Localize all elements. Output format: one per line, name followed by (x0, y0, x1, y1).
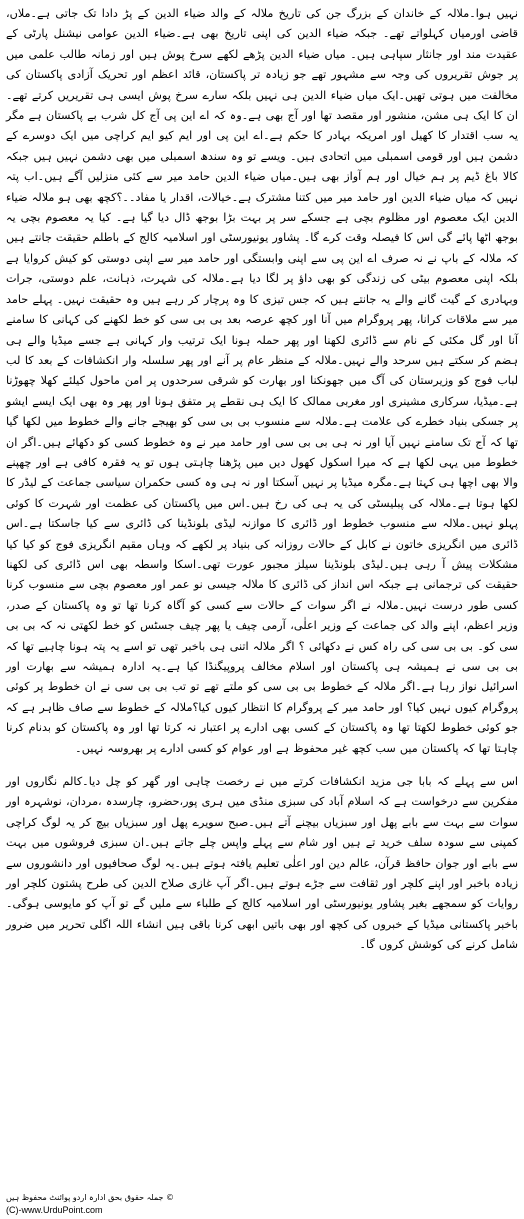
copyright-notice: © جملہ حقوق بحق ادارہ اردو پوائنٹ محفوظ ہیں (6, 1193, 175, 1202)
article-paragraph-1: نہیں ہوا۔ملالہ کے خاندان کے بزرگ جن کی تاریخ ملالہ کے والد ضیاء الدین کے پڑ دادا تک جاتی ہے۔ملاں، قاضی اورمیاں کہلواتے تھے۔ جبکہ ضیاء الدین کی اپنی تاریخ بھی ہے۔ضیاء الدین عوامی نیشنل پارٹی کے عقیدت مند اور جانثار سپاہی ہیں۔ میاں ضیاء الدین پڑھے لکھے سرخ پوش ہیں اور زمانہ طالب علمی میں پر جوش تقریروں کی وجہ سے مشہور تھے جو زیادہ تر پاکستان، قائد اعظم اور تحریک آزادی پاکستان کی مخالفت میں ہوتی تھیں۔ایک میاں ضیاء الدین ہی نہیں بلکہ سارے سرخ پوش ایسی ہی تقریریں کرتے تھے۔ان کا ایک ہی مشن، منشور اور مقصد تھا اور آج بھی ہے۔وہ کہ اے این پی آج کل شرب بے پاکستان ہے مگر یہ سب اقتدار کا کھیل اور امریکہ بہادر کا حکم ہے۔اے این پی اور ایم کیو ایم کراچی میں ایک دوسرے کے دشمن ہیں اور قومی اسمبلی میں اتحادی ہیں۔ ویسے تو وہ سندھ اسمبلی میں بھی دشمن نہیں ہیں جبکہ کالا باغ ڈیم پر ہم خیال اور ہم آواز بھی ہیں۔میاں ضیاء الدین حامد میر سے کئی منزلیں آگے ہیں۔اب پتہ نہیں کہ میاں ضیاء الدین اور حامد میر میں کتنا مشترک ہے۔خیالات، اقدار یا مفاد۔۔؟کچھ بھی ہو ملالہ ضیاء الدین ایک معصوم اور مظلوم بچی ہے جسکے سر پر بہت بڑا بوجھ ڈال دیا گیا ہے۔ کیا یہ معصوم بچی یہ بوجھ اٹھا پائے گی اس کا فیصلہ وقت کرے گا۔ پشاور یونیورسٹی اور اسلامیہ کالج کے باطلم حقیقت جانتے ہیں کہ ملالہ کے باپ نے نہ صرف اے این پی سے اپنی وابستگی اور حامد میر سے اپنی دوستی کو کیش کروایا ہے بلکہ اپنی معصوم بیٹی کی زندگی کو بھی داؤ پر لگا دیا ہے۔ملالہ کی شہرت، ذہانت، علم دوستی، جرات وبہادری کے گیت گانے والے یہ جانتے ہیں کہ جس تیزی کا وہ پرچار کر رہے ہیں وہ حقیقت نہیں۔ پہلے حامد میر سے ملاقات کرانا، پھر پروگرام میں آنا اور کچھ عرصہ بعد بی بی سی کو خط لکھنے کی کہانی کا سامنے آنا اور گل مکئی کے نام سے ڈائری لکھنا اور پھر حملہ ہونا ایک ترتیب وار کہانی ہے جسے میڈیا والے ہی ہضم کر سکتے ہیں سرحد والے نہیں۔ملالہ کے منظر عام پر آنے اور پھر سلسلہ وار انکشافات کے بعد کا لب لباب فوج کو وزیرستان کی آگ میں جھونکنا اور بھارت کو شرقی سرحدوں پر امن ماحول کیلئے کھلا چھوڑنا ہے۔میڈیا، سرکاری مشینری اور مغربی ممالک کا ایک ہی نقطے پر متفق ہونا اور پھر وہ بھی ایک ایسے ایشو پر جسکی بنیاد خطرے کی علامت ہے۔ملالہ سے منسوب بی بی سی کو بھیجے جانے والے خطوط میں لکھا گیا تھا کہ آج تک سامنے نہیں آیا اور نہ ہی بی بی سی اور حامد میر نے وہ خطوط کسی کو دکھائے ہیں۔اگر ان خطوط میں یہی لکھا ہے کہ میرا اسکول کھول دیں میں پڑھنا چاہتی ہوں تو یہ فقرہ کافی ہے اور چھپنے والا بھی اچھا ہی کہتا ہے۔مگرہ میڈیا پر نہیں آسکتا اور نہ ہی وہ کسی حکمران سیاسی جماعت کے لیڈر کا لکھا ہوتا ہے۔ملالہ کی پبلیسٹی کی یہ ہی کی رخ ہیں۔اس میں پاکستان کی عظمت اور شہرت کا کوئی پہلو نہیں۔ملالہ سے منسوب خطوط اور ڈائری کا موازنہ لیڈی بلونڈینا کی ڈائری سے کیا جاسکتا ہے۔اس ڈائری میں انگریزی خاتون نے کابل کے حالات روزانہ کی بنیاد پر لکھے کہ وہاں مقیم انگریزی فوج کو کیا کیا مشکلات پیش آ رہی ہیں۔لیڈی بلونڈینا سیلز مجبور عورت تھی۔اسکا واسطہ بھی اس ڈائری کی لکھنا حقیقت کی ترجمانی ہے جبکہ اس انداز کی ڈائری کا ملالہ جیسی نو عمر اور معصوم بچی سے منسوب کرنا کسی طور درست نہیں۔ملالہ نے اگر سوات کے حالات سے کسی کو آگاہ کرنا تھا تو وہ پاکستان کے صدر، وزیر اعظم، اپنے والد کی جماعت کے وزیر اعلٰی، آرمی چیف یا پھر چیف جسٹس کو خط لکھتی نہ کہ بی بی سی کو۔ بی بی سی کی راہ کس نے دکھائی ؟ اگر ملالہ اتنی ہی باخبر تھی تو اسے یہ پتہ ہونا چاہیے تھا کہ بی بی سی نے ہمیشہ ہی پاکستان اور اسلام مخالف پروپیگنڈا کیا ہے۔یہ ادارہ ہمیشہ سے بھارت اور اسرائیل نواز رہا ہے۔اگر ملالہ کے خطوط بی بی سی کو ملتے تھے تو تب بی بی سی نے ان خطوط پر کوئی پروگرام کیوں نہیں کیا؟ اور حامد میر کے پروگرام کا انتظار کیوں کیا؟ملالہ کے خطوط سے صاف ظاہر ہے کہ جو کوئی خطوط لکھتا تھا وہ پاکستان کے کسی بھی ادارے پر اعتبار نہ کرتا تھا اور وہ پاکستان کو بدنام کرنا چاہتا تھا کہ پاکستان میں سب کچھ غیر محفوظ ہے اور عوام کو کسی ادارے پر بھروسہ نہیں۔ (5, 7, 518, 755)
website-link[interactable]: (C)-www.UrduPoint.com (6, 1205, 103, 1215)
article-body (6, 4, 518, 956)
article-paragraph-2: اس سے پہلے کہ بابا جی مزید انکشافات کرتے میں نے رخصت چاہی اور گھر کو چل دیا۔کالم نگاروں اور مفکرین سے درخواست ہے کہ اسلام آباد کی سبزی منڈی میں ہری پور،حضرو، چارسدہ ،مردان، نوشہرہ اور سوات سے بہت سے بابے پھل اور سبزیاں بیچنے آتے ہیں۔صبح سویرے پھل اور سبزیاں بیچ کر یہ لوگ کراچی کمپنی سے سودہ سلف خرید تے ہیں اور شام سے پہلے واپس چلے جاتے ہیں۔ان سبزی فروشوں میں بہت سے بابے اور جوان حافظ قرآن، عالم دین اور اعلٰی تعلیم یافتہ ہوتے ہیں۔یہ لوگ صحافیوں اور دانشوروں سے زیادہ باخبر اور اپنے کلچر اور ثقافت سے جڑے ہوتے ہیں۔اگر آپ غازی صلاح الدین کی طرح پشتون کلچر اور روایات کو سمجھے بغیر پشاور یونیورسٹی اور اسلامیہ کالج کے طلباء سے ملیں گے تو آپ کو مایوسی ہوگی۔ باخبر پاکستانی میڈیا کے خبروں کی کچھ اور بھی باتیں ابھی کرنا باقی ہیں انشاء اللہ اگلی تحریر میں ضرور شامل کرنے کی کوشش کروں گا۔ (6, 775, 518, 952)
page-footer (6, 1192, 226, 1216)
